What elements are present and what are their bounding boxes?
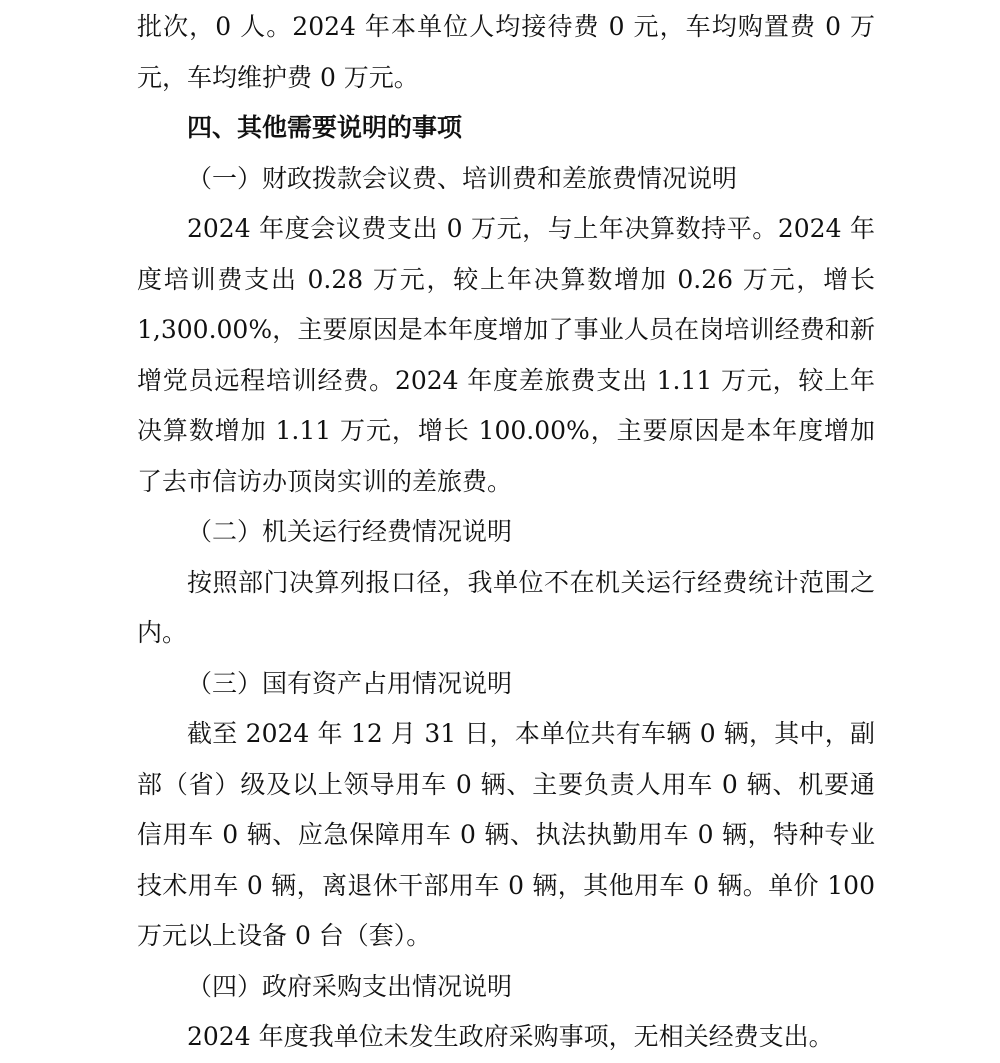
- subsection-title-2: （二）机关运行经费情况说明: [187, 517, 513, 546]
- subsection-body-4: 2024 年度我单位未发生政府采购事项，无相关经费支出。: [187, 1022, 834, 1051]
- subsection-body-1: 2024 年度会议费支出 0 万元，与上年决算数持平。2024 年度培训费支出 0.28 万元，较上年决算数增加 0.26 万元，增长 1,300.00%，主要原因是本年度增加了事业人员在岗培训经费和新增党员远程培训经费。2024 年度差旅费支出 1.11 万元，较上年决算数增加 1.11 万元，增长 100.00%，主要原因是本年度增加了去市信访办顶岗实训的差旅费。: [137, 214, 875, 496]
- section-heading: 四、其他需要说明的事项: [187, 113, 463, 142]
- subsection-body-2: 按照部门决算列报口径，我单位不在机关运行经费统计范围之内。: [137, 567, 875, 647]
- subsection-title-3: （三）国有资产占用情况说明: [187, 668, 513, 698]
- subsection-title-4: （四）政府采购支出情况说明: [187, 971, 513, 1001]
- subsection-title-1: （一）财政拨款会议费、培训费和差旅费情况说明: [187, 163, 738, 193]
- document-page: [137, 0, 875, 1063]
- subsection-body-3: 截至 2024 年 12 月 31 日，本单位共有车辆 0 辆，其中，副部（省）级及以上领导用车 0 辆、主要负责人用车 0 辆、机要通信用车 0 辆、应急保障用车 0 辆、执法执勤用车 0 辆，特种专业技术用车 0 辆，离退休干部用车 0 辆，其他用车 0 辆。单价 100 万元以上设备 0 台（套）。: [137, 719, 875, 950]
- continuation-paragraph: 批次，0 人。2024 年本单位人均接待费 0 元，车均购置费 0 万元，车均维护费 0 万元。: [137, 12, 875, 92]
